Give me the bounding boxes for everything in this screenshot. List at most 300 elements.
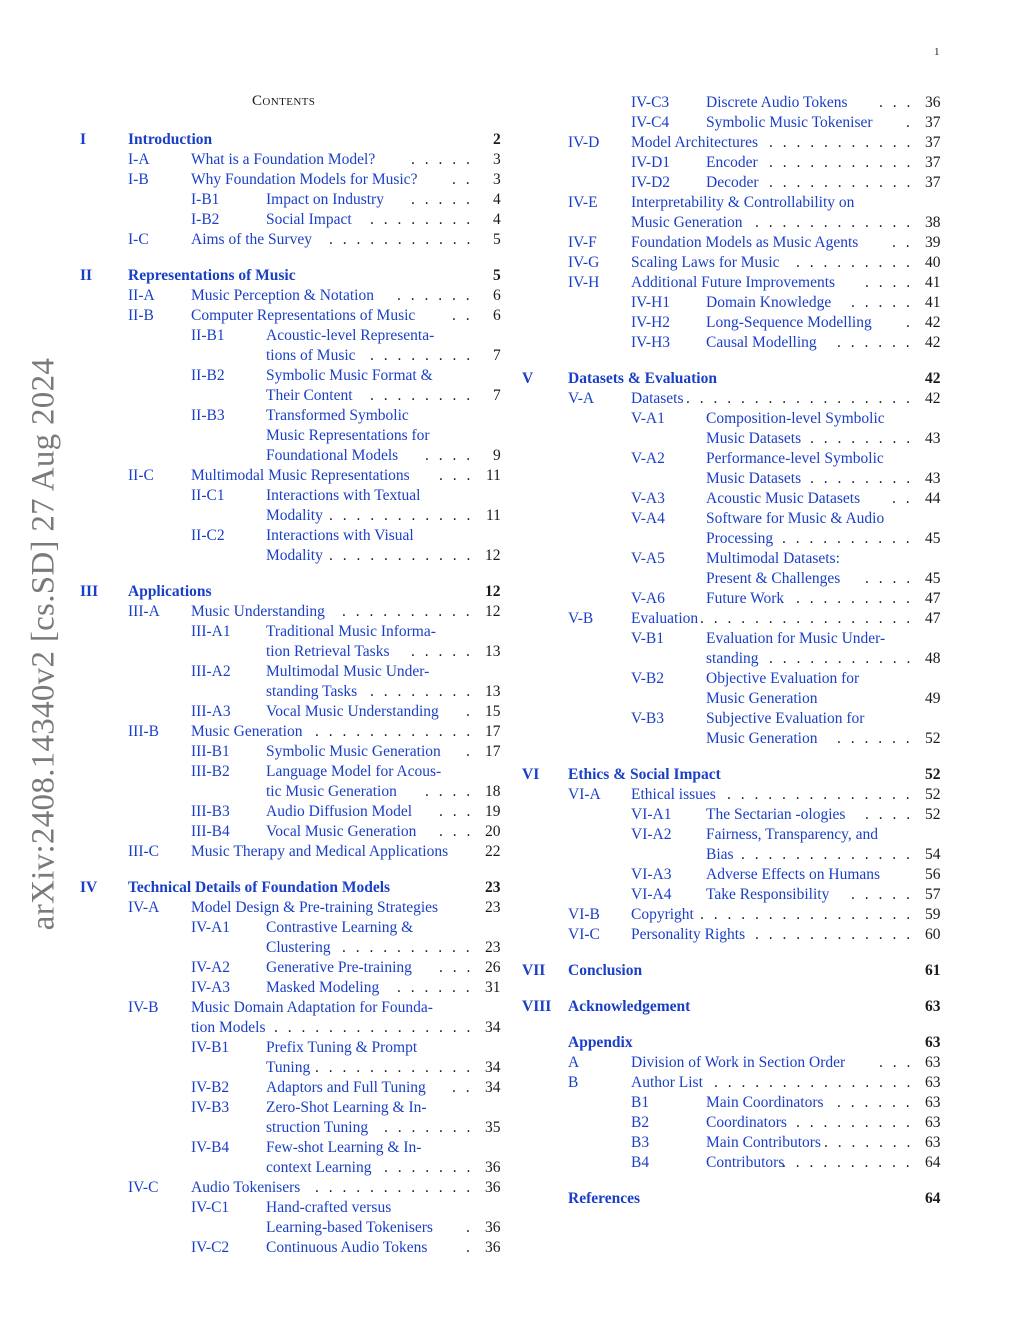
toc-entry-leader: . . . . . . . . . — [796, 254, 913, 271]
toc-entry-page: 63 — [925, 1034, 941, 1051]
toc-entry-title[interactable]: Continuous Audio Tokens — [266, 1239, 428, 1256]
toc-entry-title[interactable]: Few-shot Learning & In- — [266, 1139, 422, 1156]
toc-entry-title[interactable]: Social Impact — [266, 211, 352, 228]
toc-entry-leader: . . . — [879, 1054, 914, 1071]
toc-entry-leader: . . . . . . — [837, 730, 913, 747]
toc-entry-title[interactable]: Zero-Shot Learning & In- — [266, 1099, 427, 1116]
toc-entry-page: 23 — [485, 879, 501, 896]
toc-entry-label[interactable]: V-A1 — [631, 410, 665, 427]
toc-entry-leader: . . . . . . . . . . — [782, 1154, 913, 1171]
toc-entry-page: 43 — [925, 430, 941, 447]
toc-entry-label[interactable]: VI-A1 — [631, 806, 672, 823]
toc-entry-title[interactable]: Causal Modelling — [706, 334, 817, 351]
toc-entry-page: 36 — [925, 94, 941, 111]
toc-entry-page: 3 — [493, 171, 501, 188]
toc-entry-label[interactable]: IV-D — [568, 134, 600, 151]
toc-entry-label[interactable]: II-B1 — [191, 327, 225, 344]
toc-entry-label[interactable]: IV-D2 — [631, 174, 671, 191]
toc-entry-leader: . . . . . . . — [384, 1119, 474, 1136]
toc-entry-title[interactable]: Masked Modeling — [266, 979, 380, 996]
toc-entry-title[interactable]: Impact on Industry — [266, 191, 384, 208]
toc-entry-title[interactable]: Conclusion — [568, 962, 643, 979]
toc-entry-leader: . . . . . . . . — [810, 430, 914, 447]
toc-entry-label[interactable]: III-A1 — [191, 623, 231, 640]
toc-entry-label[interactable]: VI-A — [568, 786, 601, 803]
toc-entry-title[interactable]: Why Foundation Models for Music? — [191, 171, 418, 188]
toc-entry-page: 17 — [485, 723, 501, 740]
toc-entry-page: 6 — [493, 287, 501, 304]
toc-entry-leader: . . — [452, 1079, 473, 1096]
toc-entry-leader: . . . . . . . . . . . — [769, 174, 914, 191]
toc-entry-page: 57 — [925, 886, 941, 903]
toc-entry-title[interactable]: References — [568, 1190, 641, 1207]
toc-entry-title[interactable]: Fairness, Transparency, and — [706, 826, 879, 843]
toc-entry-leader: . — [466, 1219, 473, 1236]
toc-entry-title[interactable]: Aims of the Survey — [191, 231, 312, 248]
toc-entry-title[interactable]: Interpretability & Controllability on — [631, 194, 855, 211]
toc-entry-page: 13 — [485, 643, 501, 660]
toc-entry-page: 5 — [493, 267, 501, 284]
toc-entry-title[interactable]: Composition-level Symbolic — [706, 410, 885, 427]
toc-entry-page: 36 — [485, 1219, 501, 1236]
toc-entry-leader: . . . — [439, 823, 474, 840]
toc-entry-leader: . . . . . . . . . . . . . . . . — [700, 610, 914, 627]
toc-entry-leader: . . . . . . . — [824, 1134, 914, 1151]
toc-entry-page: 22 — [485, 843, 501, 860]
toc-entry-label[interactable]: IV-F — [568, 234, 597, 251]
toc-entry-leader: . . . . . . . . . . . — [769, 650, 914, 667]
toc-entry-page: 12 — [485, 603, 501, 620]
toc-entry-title[interactable]: Long-Sequence Modelling — [706, 314, 872, 331]
toc-entry-title[interactable]: tic Music Generation — [266, 783, 397, 800]
toc-entry-title[interactable]: Division of Work in Section Order — [631, 1054, 846, 1071]
toc-entry-title[interactable]: tion Retrieval Tasks — [266, 643, 390, 660]
toc-entry-label[interactable]: V — [522, 370, 534, 387]
toc-entry-title[interactable]: Acoustic Music Datasets — [706, 490, 861, 507]
toc-entry-label[interactable]: I — [80, 131, 87, 148]
toc-entry-title[interactable]: Model Architectures — [631, 134, 758, 151]
toc-entry-leader: . . . . . . . . . . . . . . . . — [700, 906, 914, 923]
toc-entry-page: 41 — [925, 274, 941, 291]
toc-entry-title[interactable]: Acknowledgement — [568, 998, 691, 1015]
toc-entry-title[interactable]: Objective Evaluation for — [706, 670, 860, 687]
toc-entry-title[interactable]: Music Generation — [706, 730, 818, 747]
toc-entry-title[interactable]: Domain Knowledge — [706, 294, 832, 311]
contents-heading: Contents — [252, 93, 316, 109]
toc-entry-page: 12 — [485, 547, 501, 564]
toc-entry-leader: . . . . — [425, 447, 474, 464]
toc-entry-leader: . . . . . . . . . . . . — [315, 723, 474, 740]
toc-entry-page: 37 — [925, 114, 941, 131]
toc-entry-title[interactable]: Interactions with Textual — [266, 487, 421, 504]
toc-entry-label[interactable]: IV-E — [568, 194, 598, 211]
toc-entry-label[interactable]: IV-B1 — [191, 1039, 230, 1056]
toc-entry-title[interactable]: Additional Future Improvements — [631, 274, 836, 291]
toc-entry-leader: . . . . — [865, 806, 914, 823]
toc-entry-page: 59 — [925, 906, 941, 923]
toc-entry-title[interactable]: Adaptors and Full Tuning — [266, 1079, 426, 1096]
toc-entry-title[interactable]: Personality Rights — [631, 926, 746, 943]
toc-entry-page: 63 — [925, 1094, 941, 1111]
toc-entry-page: 63 — [925, 1054, 941, 1071]
toc-entry-label[interactable]: B2 — [631, 1114, 650, 1131]
toc-entry-label[interactable]: V-A2 — [631, 450, 665, 467]
toc-entry-title[interactable]: Performance-level Symbolic — [706, 450, 884, 467]
toc-entry-leader: . . . — [439, 959, 474, 976]
toc-entry-title[interactable]: Datasets — [631, 390, 684, 407]
toc-entry-title[interactable]: Author List — [631, 1074, 703, 1091]
toc-entry-label[interactable]: V-B2 — [631, 670, 665, 687]
toc-entry-label[interactable]: III — [80, 583, 99, 600]
toc-entry-label[interactable]: V-A4 — [631, 510, 665, 527]
toc-entry-label[interactable]: I-B — [128, 171, 149, 188]
toc-entry-title[interactable]: Applications — [128, 583, 212, 600]
toc-entry-page: 52 — [925, 730, 941, 747]
toc-entry-page: 37 — [925, 134, 941, 151]
toc-entry-title[interactable]: Main Coordinators — [706, 1094, 824, 1111]
toc-entry-label[interactable]: III-C — [128, 843, 159, 860]
toc-entry-leader: . . . . . . . . . . — [782, 530, 913, 547]
toc-entry-page: 63 — [925, 1074, 941, 1091]
toc-entry-page: 52 — [925, 786, 941, 803]
toc-entry-title[interactable]: Multimodal Music Representations — [191, 467, 410, 484]
toc-entry-page: 64 — [925, 1154, 941, 1171]
toc-entry-page: 56 — [925, 866, 941, 883]
toc-entry-title[interactable]: Scaling Laws for Music — [631, 254, 780, 271]
toc-entry-label[interactable]: B1 — [631, 1094, 650, 1111]
toc-entry-leader: . . . . . . . . . . . . . . . . . — [686, 390, 913, 407]
toc-entry-title[interactable]: context Learning — [266, 1159, 372, 1176]
toc-entry-title[interactable]: Music Generation — [191, 723, 303, 740]
toc-entry-label[interactable]: I-B2 — [191, 211, 220, 228]
toc-entry-page: 34 — [485, 1059, 501, 1076]
toc-entry-title[interactable]: Present & Challenges — [706, 570, 841, 587]
toc-entry-title[interactable]: Clustering — [266, 939, 331, 956]
toc-entry-leader: . . . . . — [851, 294, 913, 311]
toc-entry-title[interactable]: Vocal Music Understanding — [266, 703, 439, 720]
toc-entry-leader: . . . . . . . . . . . . — [755, 214, 914, 231]
toc-entry-page: 20 — [485, 823, 501, 840]
toc-entry-label[interactable]: III-A3 — [191, 703, 231, 720]
toc-entry-page: 44 — [925, 490, 941, 507]
toc-entry-title[interactable]: Main Contributors — [706, 1134, 821, 1151]
toc-entry-label[interactable]: IV-A3 — [191, 979, 231, 996]
toc-entry-title[interactable]: Symbolic Music Tokeniser — [706, 114, 873, 131]
toc-entry-title[interactable]: Audio Diffusion Model — [266, 803, 413, 820]
toc-entry-label[interactable]: VI-A4 — [631, 886, 672, 903]
toc-entry-page: 47 — [925, 610, 941, 627]
toc-entry-title[interactable]: Interactions with Visual — [266, 527, 414, 544]
toc-entry-title[interactable]: Introduction — [128, 131, 213, 148]
toc-entry-label[interactable]: I-A — [128, 151, 150, 168]
toc-entry-title[interactable]: Multimodal Music Under- — [266, 663, 430, 680]
toc-entry-title[interactable]: Discrete Audio Tokens — [706, 94, 848, 111]
toc-entry-page: 23 — [485, 899, 501, 916]
toc-entry-label[interactable]: B3 — [631, 1134, 650, 1151]
toc-entry-leader: . . . . . . . . . . . — [329, 507, 474, 524]
toc-entry-label[interactable]: IV — [80, 879, 98, 896]
toc-entry-label[interactable]: III-A — [128, 603, 160, 620]
toc-entry-leader: . . . — [439, 803, 474, 820]
toc-entry-label[interactable]: II-B — [128, 307, 154, 324]
toc-entry-leader: . . . . . — [411, 643, 473, 660]
toc-entry-leader: . . . . . . . . — [810, 470, 914, 487]
toc-entry-leader: . . . . . — [411, 151, 473, 168]
toc-entry-label[interactable]: B4 — [631, 1154, 650, 1171]
toc-entry-label[interactable]: VI-B — [568, 906, 600, 923]
toc-entry-title[interactable]: Appendix — [568, 1034, 633, 1051]
toc-entry-label[interactable]: II — [80, 267, 93, 284]
toc-entry-label[interactable]: IV-B3 — [191, 1099, 230, 1116]
toc-entry-label[interactable]: V-B1 — [631, 630, 665, 647]
toc-entry-title[interactable]: Music Generation — [631, 214, 743, 231]
toc-entry-label[interactable]: III-B2 — [191, 763, 230, 780]
toc-entry-label[interactable]: VI — [522, 766, 540, 783]
toc-entry-label[interactable]: III-B3 — [191, 803, 230, 820]
toc-entry-page: 31 — [485, 979, 501, 996]
toc-entry-title[interactable]: Foundational Models — [266, 447, 399, 464]
toc-entry-title[interactable]: Hand-crafted versus — [266, 1199, 392, 1216]
toc-entry-title[interactable]: Transformed Symbolic — [266, 407, 409, 424]
toc-entry-title[interactable]: Software for Music & Audio — [706, 510, 885, 527]
toc-entry-label[interactable]: IV-C1 — [191, 1199, 230, 1216]
toc-entry-leader: . . . . . . — [397, 979, 473, 996]
toc-entry-label[interactable]: V-A3 — [631, 490, 665, 507]
toc-entry-title[interactable]: Copyright — [631, 906, 694, 923]
toc-entry-page: 4 — [493, 211, 501, 228]
toc-entry-title[interactable]: Multimodal Datasets: — [706, 550, 840, 567]
toc-entry-title[interactable]: Adverse Effects on Humans — [706, 866, 881, 883]
toc-entry-title[interactable]: Processing — [706, 530, 774, 547]
toc-entry-label[interactable]: II-C — [128, 467, 154, 484]
toc-entry-title[interactable]: Subjective Evaluation for — [706, 710, 865, 727]
toc-entry-label[interactable]: IV-B2 — [191, 1079, 230, 1096]
toc-entry-title[interactable]: Music Datasets — [706, 430, 802, 447]
toc-entry-title[interactable]: Model Design & Pre-training Strategies — [191, 899, 439, 916]
toc-entry-title[interactable]: Music Domain Adaptation for Founda- — [191, 999, 433, 1016]
toc-entry-page: 63 — [925, 1114, 941, 1131]
toc-entry-leader: . . . . . . . . . . . . . — [741, 846, 913, 863]
toc-entry-title[interactable]: Evaluation — [631, 610, 699, 627]
toc-entry-label[interactable]: IV-B4 — [191, 1139, 230, 1156]
toc-entry-page: 52 — [925, 806, 941, 823]
toc-entry-label[interactable]: V-A5 — [631, 550, 665, 567]
toc-entry-leader: . . . . . . . . . — [796, 590, 913, 607]
toc-entry-title[interactable]: Modality — [266, 547, 323, 564]
toc-entry-title[interactable]: Traditional Music Informa- — [266, 623, 436, 640]
toc-entry-leader: . . . . . . . . . . . . — [315, 1179, 474, 1196]
toc-entry-title[interactable]: Evaluation for Music Under- — [706, 630, 886, 647]
toc-entry-title[interactable]: Music Therapy and Medical Applications — [191, 843, 449, 860]
toc-entry-leader: . . . . . . — [837, 1094, 913, 1111]
toc-entry-title[interactable]: Vocal Music Generation — [266, 823, 417, 840]
toc-entry-title[interactable]: Generative Pre-training — [266, 959, 412, 976]
toc-entry-page: 19 — [485, 803, 501, 820]
toc-entry-page: 3 — [493, 151, 501, 168]
toc-entry-label[interactable]: II-C1 — [191, 487, 225, 504]
toc-entry-leader: . — [466, 743, 473, 760]
toc-entry-title[interactable]: struction Tuning — [266, 1119, 369, 1136]
toc-entry-title[interactable]: Contributors — [706, 1154, 785, 1171]
toc-entry-page: 63 — [925, 1134, 941, 1151]
toc-entry-page: 7 — [493, 387, 501, 404]
toc-entry-page: 49 — [925, 690, 941, 707]
toc-entry-leader: . . . . — [865, 570, 914, 587]
toc-entry-label[interactable]: VII — [522, 962, 546, 979]
toc-entry-title[interactable]: Foundation Models as Music Agents — [631, 234, 859, 251]
toc-entry-leader: . . . . . . . . . . . — [769, 134, 914, 151]
toc-entry-title[interactable]: Computer Representations of Music — [191, 307, 416, 324]
toc-entry-leader: . . . . . . . . . . . . — [755, 926, 914, 943]
toc-entry-label[interactable]: V-A6 — [631, 590, 665, 607]
toc-entry-label[interactable]: III-A2 — [191, 663, 231, 680]
toc-entry-title[interactable]: Symbolic Music Format & — [266, 367, 433, 384]
toc-entry-label[interactable]: IV-H3 — [631, 334, 671, 351]
toc-entry-leader: . . . . . . . . . . . . . . . — [274, 1019, 474, 1036]
toc-entry-title[interactable]: Their Content — [266, 387, 353, 404]
toc-entry-title[interactable]: Music Generation — [706, 690, 818, 707]
toc-entry-title[interactable]: Decoder — [706, 174, 759, 191]
toc-entry-label[interactable]: IV-A2 — [191, 959, 231, 976]
toc-entry-title[interactable]: Coordinators — [706, 1114, 787, 1131]
toc-entry-title[interactable]: What is a Foundation Model? — [191, 151, 376, 168]
toc-entry-title[interactable]: Music Representations for — [266, 427, 430, 444]
toc-entry-label[interactable]: IV-C3 — [631, 94, 670, 111]
toc-entry-leader: . . . . . — [851, 886, 913, 903]
toc-entry-label[interactable]: III-B — [128, 723, 159, 740]
toc-entry-title[interactable]: tions of Music — [266, 347, 356, 364]
toc-entry-label[interactable]: I-C — [128, 231, 149, 248]
toc-entry-leader: . . . . . . . . — [370, 387, 474, 404]
toc-entry-label[interactable]: V-B — [568, 610, 594, 627]
toc-entry-label[interactable]: VI-A2 — [631, 826, 672, 843]
toc-entry-page: 42 — [925, 390, 941, 407]
toc-entry-label[interactable]: IV-G — [568, 254, 600, 271]
toc-entry-page: 60 — [925, 926, 941, 943]
toc-entry-page: 6 — [493, 307, 501, 324]
toc-entry-label[interactable]: II-A — [128, 287, 155, 304]
toc-entry-title[interactable]: Acoustic-level Representa- — [266, 327, 435, 344]
toc-entry-title[interactable]: Symbolic Music Generation — [266, 743, 441, 760]
toc-entry-page: 64 — [925, 1190, 941, 1207]
toc-entry-page: 43 — [925, 470, 941, 487]
toc-entry-title[interactable]: Ethical issues — [631, 786, 716, 803]
toc-entry-leader: . . . . . . . . . . — [342, 603, 473, 620]
toc-entry-page: 36 — [485, 1239, 501, 1256]
toc-entry-title[interactable]: Music Perception & Notation — [191, 287, 374, 304]
toc-entry-page: 7 — [493, 347, 501, 364]
toc-entry-title[interactable]: Prefix Tuning & Prompt — [266, 1039, 418, 1056]
toc-entry-title[interactable]: Bias — [706, 846, 734, 863]
toc-entry-title[interactable]: standing — [706, 650, 759, 667]
toc-entry-page: 13 — [485, 683, 501, 700]
toc-entry-label[interactable]: IV-H2 — [631, 314, 671, 331]
toc-entry-leader: . . . . . . . . . . . . — [315, 1059, 474, 1076]
toc-entry-title[interactable]: The Sectarian -ologies — [706, 806, 846, 823]
toc-entry-label[interactable]: VI-A3 — [631, 866, 672, 883]
toc-entry-label[interactable]: III-B4 — [191, 823, 230, 840]
toc-entry-label[interactable]: II-B2 — [191, 367, 225, 384]
toc-entry-page: 26 — [485, 959, 501, 976]
toc-entry-page: 34 — [485, 1019, 501, 1036]
toc-entry-page: 4 — [493, 191, 501, 208]
toc-entry-leader: . . . . . . . . . . . — [329, 547, 474, 564]
toc-entry-title[interactable]: Ethics & Social Impact — [568, 766, 721, 783]
toc-entry-page: 17 — [485, 743, 501, 760]
toc-entry-title[interactable]: Datasets & Evaluation — [568, 370, 717, 387]
toc-entry-title[interactable]: Music Datasets — [706, 470, 802, 487]
toc-entry-label[interactable]: V-B3 — [631, 710, 665, 727]
toc-entry-page: 35 — [485, 1119, 501, 1136]
toc-entry-title[interactable]: Technical Details of Foundation Models — [128, 879, 391, 896]
toc-entry-title[interactable]: standing Tasks — [266, 683, 358, 700]
toc-entry-label[interactable]: IV-H1 — [631, 294, 671, 311]
toc-entry-label[interactable]: II-B3 — [191, 407, 225, 424]
toc-entry-label[interactable]: I-B1 — [191, 191, 220, 208]
toc-entry-page: 45 — [925, 570, 941, 587]
toc-entry-leader: . . . . . . . . . . . . . . — [727, 786, 913, 803]
toc-entry-label[interactable]: B — [568, 1074, 579, 1091]
toc-entry-leader: . . . . . . . . . . . — [329, 231, 474, 248]
toc-entry-title[interactable]: tion Models — [191, 1019, 266, 1036]
toc-entry-label[interactable]: III-B1 — [191, 743, 230, 760]
toc-entry-label[interactable]: A — [568, 1054, 580, 1071]
toc-entry-label[interactable]: IV-D1 — [631, 154, 671, 171]
toc-entry-page: 63 — [925, 998, 941, 1015]
toc-entry-label[interactable]: IV-C — [128, 1179, 159, 1196]
toc-entry-label[interactable]: IV-A — [128, 899, 160, 916]
toc-entry-page: 11 — [486, 467, 501, 484]
toc-entry-page: 40 — [925, 254, 941, 271]
toc-entry-label[interactable]: IV-H — [568, 274, 600, 291]
toc-entry-title[interactable]: Audio Tokenisers — [191, 1179, 301, 1196]
toc-entry-title[interactable]: Contrastive Learning & — [266, 919, 414, 936]
toc-entry-title[interactable]: Future Work — [706, 590, 785, 607]
toc-entry-title[interactable]: Tuning — [266, 1059, 311, 1076]
toc-entry-leader: . . . . . . — [397, 287, 473, 304]
arxiv-identifier: arXiv:2408.14340v2 [cs.SD] 27 Aug 2024 — [25, 357, 62, 931]
toc-entry-leader: . — [466, 1239, 473, 1256]
toc-entry-title[interactable]: Representations of Music — [128, 267, 296, 284]
toc-entry-label[interactable]: VIII — [522, 998, 552, 1015]
toc-entry-leader: . — [906, 314, 913, 331]
toc-entry-title[interactable]: Music Understanding — [191, 603, 325, 620]
toc-entry-title[interactable]: Modality — [266, 507, 323, 524]
toc-entry-label[interactable]: IV-C4 — [631, 114, 670, 131]
toc-entry-label[interactable]: IV-C2 — [191, 1239, 230, 1256]
toc-entry-label[interactable]: IV-A1 — [191, 919, 231, 936]
toc-entry-page: 34 — [485, 1079, 501, 1096]
toc-entry-label[interactable]: II-C2 — [191, 527, 225, 544]
toc-entry-page: 42 — [925, 370, 941, 387]
toc-entry-leader: . . . . . . . — [384, 1159, 474, 1176]
toc-entry-page: 47 — [925, 590, 941, 607]
toc-entry-title[interactable]: Language Model for Acous- — [266, 763, 442, 780]
toc-entry-title[interactable]: Take Responsibility — [706, 886, 830, 903]
toc-entry-title[interactable]: Encoder — [706, 154, 758, 171]
toc-entry-page: 18 — [485, 783, 501, 800]
toc-entry-title[interactable]: Learning-based Tokenisers — [266, 1219, 433, 1236]
toc-entry-label[interactable]: VI-C — [568, 926, 600, 943]
toc-entry-page: 37 — [925, 174, 941, 191]
toc-entry-label[interactable]: IV-B — [128, 999, 159, 1016]
page-number: 1 — [934, 46, 940, 58]
toc-entry-page: 23 — [485, 939, 501, 956]
toc-entry-leader: . . . — [439, 467, 474, 484]
toc-entry-page: 41 — [925, 294, 941, 311]
toc-entry-page: 2 — [493, 131, 501, 148]
toc-entry-label[interactable]: V-A — [568, 390, 595, 407]
